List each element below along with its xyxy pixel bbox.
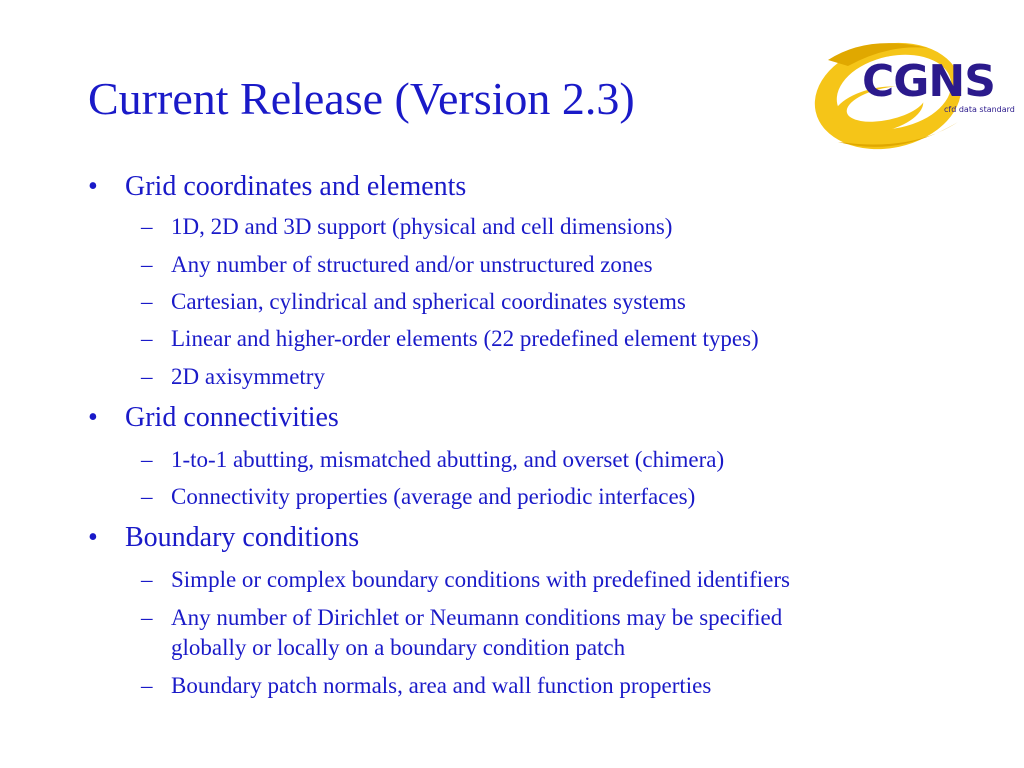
logo-wordmark: CGNS xyxy=(862,56,995,107)
sub-bullet-text: Simple or complex boundary conditions with predefined identifiers xyxy=(171,567,790,592)
sub-bullet-mark: – xyxy=(141,364,153,389)
bullet-heading: Boundary conditions xyxy=(125,522,360,553)
bullet-heading: Grid coordinates and elements xyxy=(125,171,467,202)
sub-bullet-mark: – xyxy=(141,289,153,314)
sub-bullet-mark: – xyxy=(141,673,153,698)
logo-tagline: cfd data standard xyxy=(944,105,1015,114)
bullet-mark: • xyxy=(88,171,98,202)
sub-bullet-mark: – xyxy=(141,326,153,351)
sub-bullet-text: 1D, 2D and 3D support (physical and cell dimensions) xyxy=(171,214,673,239)
bullet-mark: • xyxy=(88,402,98,433)
sub-bullet-mark: – xyxy=(141,447,153,472)
bullet-heading: Grid connectivities xyxy=(125,402,339,433)
bullet-mark: • xyxy=(88,522,98,553)
sub-bullet-text: 2D axisymmetry xyxy=(171,364,325,389)
sub-bullet-mark: – xyxy=(141,214,153,239)
sub-bullet-mark: – xyxy=(141,484,153,509)
sub-bullet-mark: – xyxy=(141,605,153,630)
sub-bullet-text: 1-to-1 abutting, mismatched abutting, and overset (chimera) xyxy=(171,447,725,472)
sub-bullet-text: Boundary patch normals, area and wall function properties xyxy=(171,673,712,698)
slide-title: Current Release (Version 2.3) xyxy=(88,73,635,124)
sub-bullet-text: Any number of structured and/or unstructured zones xyxy=(171,252,653,277)
sub-bullet-text: Any number of Dirichlet or Neumann conditions may be specified globally or locally on a boundary condition patch xyxy=(171,605,783,660)
sub-bullet-mark: – xyxy=(141,252,153,277)
sub-bullet-text: Linear and higher-order elements (22 predefined element types) xyxy=(171,326,759,351)
sub-bullet-text: Connectivity properties (average and periodic interfaces) xyxy=(171,484,696,509)
sub-bullet-text: Cartesian, cylindrical and spherical coordinates systems xyxy=(171,289,686,314)
sub-bullet-mark: – xyxy=(141,567,153,592)
